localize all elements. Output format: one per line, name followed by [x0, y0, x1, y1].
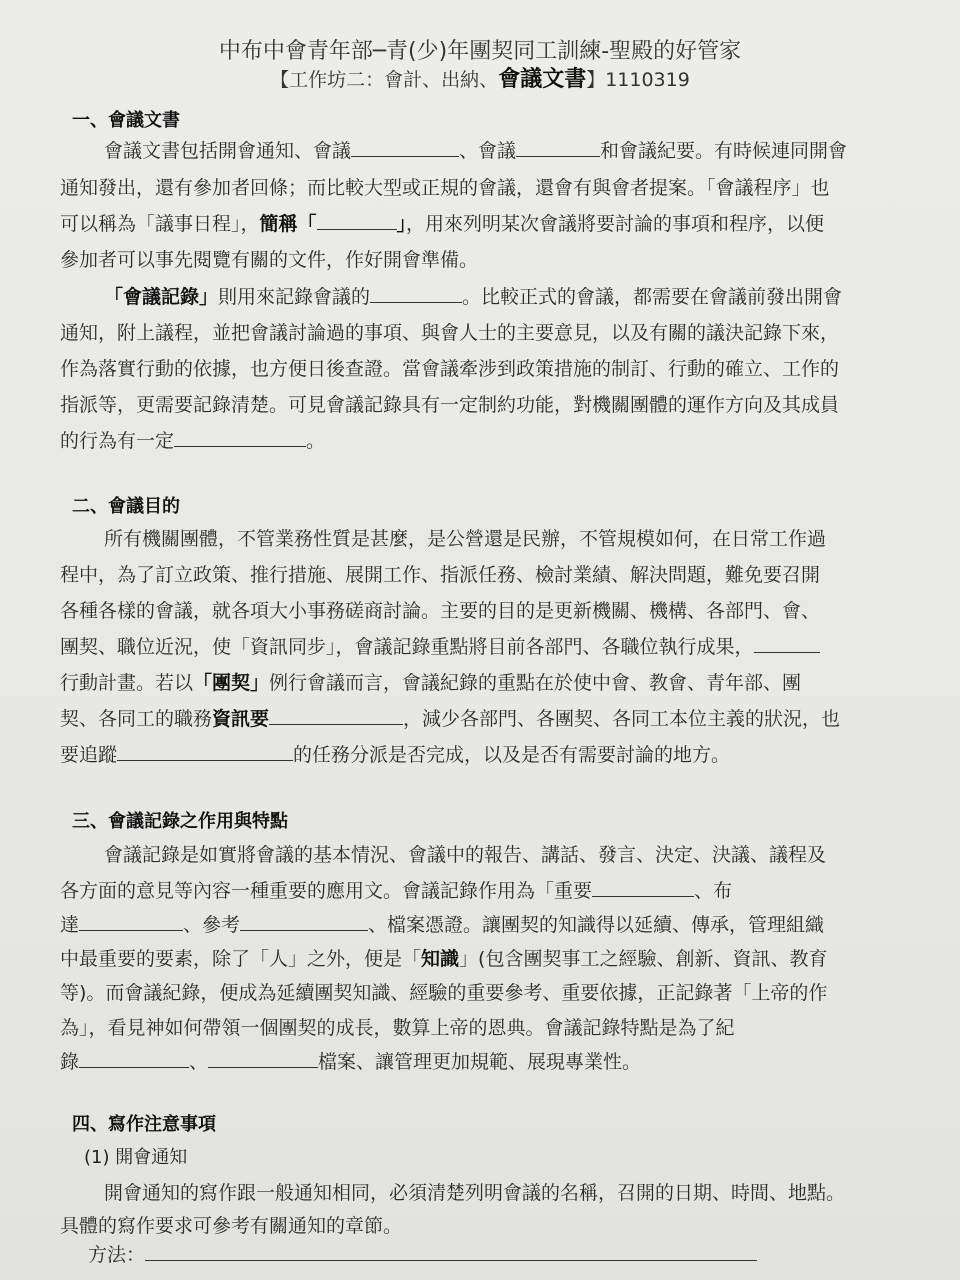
- text-segment: 會議文書包括開會通知、會議: [104, 140, 352, 162]
- document-subtitle: [0, 62, 960, 93]
- text-line: [60, 1013, 735, 1040]
- text-segment: 。比較正式的會議，都需要在會議前發出開會: [462, 286, 843, 308]
- text-line: [60, 173, 830, 200]
- fill-blank[interactable]: [370, 284, 462, 303]
- fill-blank[interactable]: [117, 742, 293, 761]
- text-segment: 作為落實行動的依據，也方便日後查證。當會議牽涉到政策措施的制訂、行動的確立、工作的: [60, 358, 840, 380]
- fill-blank[interactable]: [208, 1049, 318, 1068]
- text-segment: 、布: [694, 880, 733, 902]
- text-segment: 具體的寫作要求可參考有關通知的章節。: [60, 1215, 403, 1237]
- text-line: [60, 318, 839, 345]
- text-segment: 各種各樣的會議，就各項大小事務磋商討論。主要的目的是更新機關、機構、各部門、會、: [60, 600, 821, 622]
- text-line: [60, 632, 820, 659]
- text-segment: ，用來列明某次會議將要討論的事項和程序，以便: [406, 213, 825, 235]
- text-line: [60, 668, 801, 695]
- text-segment: 、會議: [459, 140, 517, 162]
- text-segment: 。: [306, 430, 326, 452]
- text-segment: 等)。而會議紀錄，便成為延續團契知識、經驗的重要參考、重要依據，正記錄著「上帝的作: [60, 982, 828, 1004]
- text-segment: 為」，看見神如何帶領一個團契的成長，數算上帝的恩典。會議記錄特點是為了紀: [60, 1017, 735, 1039]
- text-line: [104, 136, 847, 163]
- text-segment: 指派等，更需要記錄清楚。可見會議記錄具有一定制約功能，對機關團體的運作方向及其成員: [60, 394, 840, 416]
- text-segment: 「團契」: [193, 672, 270, 694]
- text-line: [60, 390, 839, 417]
- text-segment: 要追蹤: [60, 744, 118, 766]
- fill-blank[interactable]: [269, 706, 403, 725]
- text-line: [60, 596, 820, 623]
- text-segment: 、參考: [183, 914, 241, 936]
- fill-blank[interactable]: [754, 634, 820, 653]
- text-line: [60, 876, 732, 903]
- text-segment: 」: [396, 213, 407, 235]
- text-line: [104, 282, 842, 309]
- text-segment: 則用來記錄會議的: [218, 286, 371, 308]
- method-line: [88, 1240, 757, 1267]
- text-line: [60, 978, 827, 1005]
- text-segment: 」(包含團契事工之經驗、創新、資訊、教育: [459, 948, 828, 970]
- text-segment: 所有機關團體，不管業務性質是甚麼，是公營還是民辦，不管規模如何，在日常工作過: [104, 528, 827, 550]
- text-segment: 程中，為了訂立政策、推行措施、展開工作、指派任務、檢討業績、解決問題，難免要召開: [60, 564, 821, 586]
- text-line: [60, 704, 840, 731]
- fill-blank[interactable]: [174, 428, 306, 447]
- fill-blank[interactable]: [79, 912, 183, 931]
- text-segment: 團契、職位近況，使「資訊同步」，會議記錄重點將目前各部門、各職位執行成果，: [60, 636, 754, 658]
- text-segment: 知識: [421, 948, 460, 970]
- text-line: [60, 426, 325, 453]
- text-segment: 的任務分派是否完成，以及是否有需要討論的地方。: [293, 744, 731, 766]
- text-segment: 可以稱為「議事日程」，: [60, 213, 260, 235]
- subtitle-prefix: 【工作坊二：會計、出納、: [270, 69, 499, 91]
- text-segment: 開會通知的寫作跟一般通知相同，必須清楚列明會議的名稱，召開的日期、時間、地點。: [104, 1182, 846, 1204]
- text-segment: 、: [189, 1051, 209, 1073]
- fill-blank[interactable]: [317, 211, 397, 230]
- fill-blank[interactable]: [351, 138, 459, 157]
- document-title: 中布中會青年部─青(少)年團契同工訓練-聖殿的好管家: [218, 39, 742, 64]
- text-line: [60, 740, 730, 767]
- fill-blank[interactable]: [145, 1242, 757, 1261]
- text-line: [104, 840, 826, 867]
- text-segment: 檔案、讓管理更加規範、展現專業性。: [318, 1051, 642, 1073]
- text-line: [104, 1178, 845, 1205]
- text-line: [60, 1211, 402, 1238]
- fill-blank[interactable]: [79, 1049, 189, 1068]
- text-segment: 達: [60, 914, 80, 936]
- text-segment: 行動計畫。若以: [60, 672, 194, 694]
- text-segment: ，減少各部門、各團契、各同工本位主義的狀況，也: [403, 708, 841, 730]
- text-segment: 、檔案憑證。讓團契的知識得以延續、傳承，管理組織: [368, 914, 825, 936]
- text-segment: 例行會議而言，會議紀錄的重點在於使中會、教會、青年部、團: [269, 672, 802, 694]
- section-heading: 四、寫作注意事項: [72, 1114, 216, 1135]
- section-heading: 一、會議文書: [72, 110, 180, 131]
- text-line: [60, 910, 824, 937]
- section-heading: 三、會議記錄之作用與特點: [72, 811, 288, 832]
- text-segment: 會議記錄是如實將會議的基本情況、會議中的報告、講話、發言、決定、決議、議程及: [104, 844, 827, 866]
- text-segment: 中最重要的要素，除了「人」之外，便是「: [60, 948, 422, 970]
- text-segment: 的行為有一定: [60, 430, 175, 452]
- text-line: [60, 560, 820, 587]
- text-segment: 通知，附上議程，並把會議討論過的事項、與會人士的主要意見，以及有關的議決記錄下來，: [60, 322, 840, 344]
- text-line: [60, 245, 478, 272]
- text-segment: 簡稱「: [259, 213, 317, 235]
- text-segment: 資訊要: [212, 708, 270, 730]
- fill-blank[interactable]: [592, 878, 694, 897]
- section-heading: 二、會議目的: [72, 496, 180, 517]
- text-line: [60, 209, 824, 236]
- text-segment: 通知發出，還有參加者回條；而比較大型或正規的會議，還會有與會者提案。「會議程序」也: [60, 177, 830, 199]
- text-line: [60, 944, 827, 971]
- text-segment: 和會議紀要。有時候連同開會: [600, 140, 848, 162]
- text-segment: 方法：: [88, 1244, 146, 1266]
- fill-blank[interactable]: [516, 138, 600, 157]
- text-segment: 各方面的意見等內容一種重要的應用文。會議記錄作用為「重要: [60, 880, 593, 902]
- text-segment: 錄: [60, 1051, 80, 1073]
- text-segment: 參加者可以事先閱覽有關的文件，作好開會準備。: [60, 249, 479, 271]
- text-segment: 「會議記錄」: [104, 286, 219, 308]
- text-line: [60, 354, 839, 381]
- subtitle-suffix: 】1110319: [586, 69, 690, 91]
- fill-blank[interactable]: [240, 912, 368, 931]
- subtitle-bold: 會議文書: [498, 67, 587, 92]
- text-segment: 契、各同工的職務: [60, 708, 213, 730]
- subsection-heading: (1) 開會通知: [84, 1147, 188, 1168]
- text-line: [60, 1047, 641, 1074]
- text-line: [104, 524, 826, 551]
